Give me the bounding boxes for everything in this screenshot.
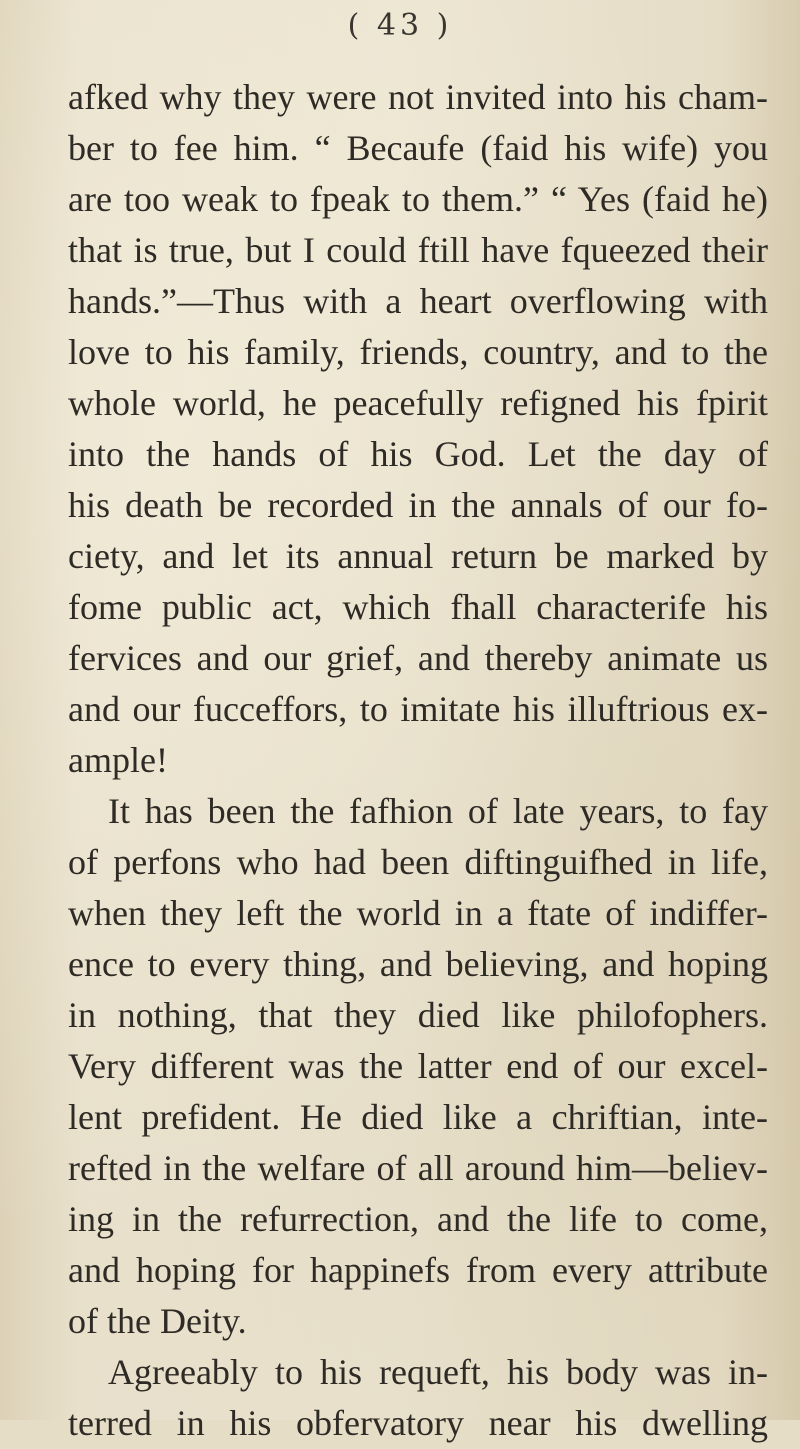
text-line-23: ing in the refurrection, and the life to come, (68, 1199, 768, 1239)
text-line-11: fome public act, which fhall characterife his (68, 587, 768, 627)
text-line-21: lent prefident. He died like a chriftian, inte- (68, 1097, 768, 1137)
text-line-19: in nothing, that they died like philofophers. (68, 995, 768, 1035)
text-line-9: his death be recorded in the annals of our fo- (68, 485, 768, 525)
text-line-20: Very different was the latter end of our excel- (68, 1046, 768, 1086)
text-line-5: hands.”—Thus with a heart overflowing with (68, 281, 768, 321)
body-text (68, 72, 768, 1449)
text-line-7: whole world, he peacefully refigned his fpirit (68, 383, 768, 423)
text-line-3: are too weak to fpeak to them.” “ Yes (faid he) (68, 179, 768, 219)
text-line-15: It has been the fafhion of late years, to fay (108, 791, 768, 831)
text-line-27: terred in his obfervatory near his dwelling (68, 1403, 768, 1443)
text-line-4: that is true, but I could ftill have fqueezed their (68, 230, 768, 270)
text-line-25: of the Deity. (68, 1301, 247, 1341)
text-line-10: ciety, and let its annual return be marked by (68, 536, 768, 576)
text-line-6: love to his family, friends, country, and to the (68, 332, 768, 372)
text-line-16: of perfons who had been diftinguifhed in life, (68, 842, 768, 882)
text-line-22: refted in the welfare of all around him—believ- (68, 1148, 768, 1188)
text-line-8: into the hands of his God. Let the day of (68, 434, 768, 474)
text-line-1: afked why they were not invited into his cham- (68, 77, 768, 117)
text-line-18: ence to every thing, and believing, and hoping (68, 944, 768, 984)
text-line-12: fervices and our grief, and thereby animate us (68, 638, 768, 678)
text-line-2: ber to fee him. “ Becaufe (faid his wife) you (68, 128, 768, 168)
text-line-17: when they left the world in a ftate of indiffer- (68, 893, 768, 933)
page-number: ( 43 ) (347, 8, 453, 43)
text-line-24: and hoping for happinefs from every attribute (68, 1250, 768, 1290)
text-line-13: and our fucceffors, to imitate his illuftrious ex- (68, 689, 768, 729)
text-line-26: Agreeably to his requeft, his body was in- (108, 1352, 768, 1392)
text-line-14: ample! (68, 740, 168, 780)
